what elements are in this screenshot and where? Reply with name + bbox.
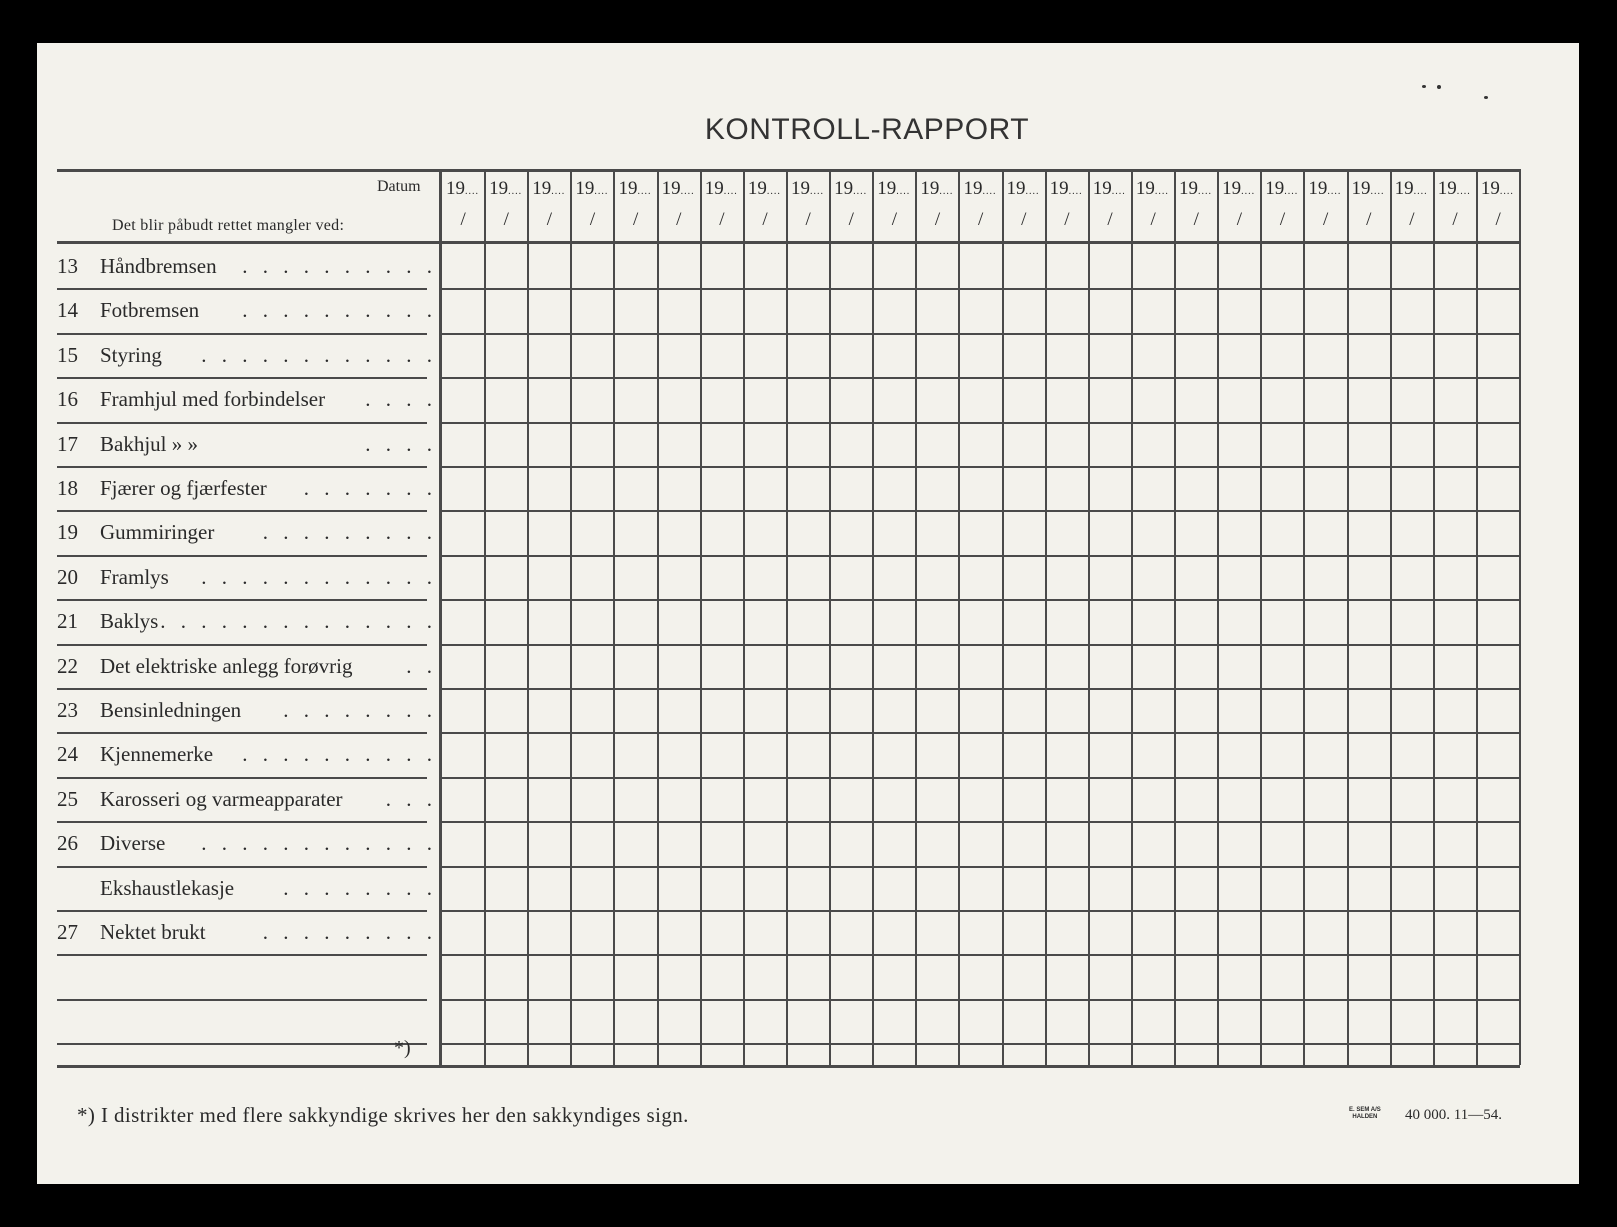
grid-column-rule [1303, 169, 1305, 1065]
row-leader-dots: . . . [385, 786, 437, 811]
column-year: 19 [1351, 178, 1371, 199]
header-rule [57, 241, 1520, 244]
report-title: KONTROLL-RAPPORT [704, 113, 1030, 146]
column-date-slash: / [848, 209, 854, 230]
row-number: 18 [57, 476, 78, 500]
grid-column-rule [1217, 169, 1219, 1065]
grid-row-rule [442, 1043, 1520, 1045]
column-date-blank[interactable]: .... [1413, 186, 1428, 197]
column-date-header [705, 178, 738, 200]
column-year: 19 [834, 178, 854, 199]
column-date-header [1136, 178, 1169, 200]
column-date-blank[interactable]: .... [853, 186, 868, 197]
column-date-blank[interactable]: .... [1025, 186, 1040, 197]
column-date-header [748, 178, 781, 200]
column-date-blank[interactable]: .... [896, 186, 911, 197]
grid-column-rule [1131, 169, 1133, 1065]
column-year: 19 [532, 178, 552, 199]
column-date-slash: / [1107, 209, 1113, 230]
footnote: *) I distrikter med flere sakkyndige skrives her den sakkyndiges sign. [77, 1103, 689, 1127]
grid-column-rule [1476, 169, 1478, 1065]
signature-mark: *) [394, 1037, 411, 1059]
row-rule [57, 1043, 427, 1045]
grid-column-rule [1433, 169, 1435, 1065]
column-year: 19 [747, 178, 767, 199]
column-year: 19 [1049, 178, 1069, 199]
grid-column-rule [1002, 169, 1004, 1065]
column-date-blank[interactable]: .... [1198, 186, 1213, 197]
row-label: Bensinledningen [100, 698, 242, 722]
column-date-slash: / [1366, 209, 1372, 230]
column-year: 19 [1308, 178, 1328, 199]
column-year: 19 [1480, 178, 1500, 199]
row-leader-dots: . . [406, 653, 437, 678]
column-date-header [662, 178, 695, 200]
column-date-blank[interactable]: .... [465, 186, 479, 197]
column-date-blank[interactable]: .... [637, 186, 652, 197]
row-rule [57, 732, 427, 734]
column-date-blank[interactable]: .... [1499, 186, 1514, 197]
column-year: 19 [1265, 178, 1285, 199]
row-label: Karosseri og varmeapparater [100, 786, 343, 811]
column-date-header [1352, 178, 1385, 200]
column-year: 19 [1006, 178, 1026, 199]
row-rule [57, 821, 427, 823]
grid-column-rule [1260, 169, 1262, 1065]
column-year: 19 [704, 178, 724, 199]
column-date-slash: / [805, 209, 811, 230]
column-date-slash: / [1021, 209, 1027, 230]
row-rule [57, 866, 427, 868]
column-year: 19 [446, 178, 465, 199]
row-leader-dots: . . . . . . . . . . . . . . [160, 609, 437, 634]
column-year: 19 [661, 178, 681, 199]
speck-mark [1437, 85, 1441, 89]
row-rule [57, 777, 427, 779]
grid-column-rule [613, 169, 615, 1065]
grid-column-rule [1519, 169, 1521, 1065]
row-rule [57, 999, 427, 1001]
row-leader-dots: . . . . . . . . . . . . [201, 831, 437, 856]
row-number: 15 [57, 342, 78, 367]
row-rule [57, 910, 427, 912]
column-date-slash: / [633, 209, 639, 230]
grid-row-rule [442, 821, 1520, 823]
row-rule [57, 466, 427, 468]
row-label: Diverse [100, 831, 166, 856]
label-column-divider [439, 169, 442, 1065]
row-number: 16 [57, 387, 78, 412]
printer-line-1: E. SEM A/S [1349, 1107, 1381, 1113]
grid-row-rule [442, 422, 1520, 424]
row-label: Framlys [100, 564, 169, 589]
column-year: 19 [1092, 178, 1112, 199]
grid-column-rule [786, 169, 788, 1065]
column-date-header [575, 178, 608, 200]
column-date-header [1265, 178, 1298, 200]
grid-row-rule [442, 555, 1520, 557]
column-date-slash: / [676, 209, 682, 230]
row-label: Fjærer og fjærfester [100, 476, 267, 500]
grid-row-rule [442, 866, 1520, 868]
grid-column-rule [1045, 169, 1047, 1065]
column-date-blank[interactable]: .... [723, 186, 738, 197]
row-label: Det elektriske anlegg forøvrig [100, 653, 353, 678]
row-label: Styring [100, 342, 162, 367]
column-date-blank[interactable]: .... [1111, 186, 1126, 197]
column-date-slash: / [1064, 209, 1070, 230]
column-date-blank[interactable]: .... [508, 186, 523, 197]
column-year: 19 [1222, 178, 1242, 199]
column-date-slash: / [589, 209, 596, 230]
column-date-header [791, 178, 824, 200]
column-date-header [1308, 178, 1341, 200]
printer-imprint [1349, 1107, 1381, 1121]
grid-column-rule [1347, 169, 1349, 1065]
speck-mark [1422, 85, 1426, 88]
grid-row-rule [442, 910, 1520, 912]
column-year: 19 [489, 178, 509, 199]
column-year: 19 [1437, 178, 1457, 199]
row-leader-dots: . . . . [365, 431, 437, 456]
column-date-header [920, 178, 953, 200]
column-date-slash: / [762, 209, 768, 230]
column-date-slash: / [891, 209, 898, 230]
grid-row-rule [442, 954, 1520, 956]
column-date-slash: / [1236, 209, 1242, 230]
row-leader-dots: . . . . . . . . . . . . [201, 564, 437, 589]
column-date-blank[interactable]: .... [1241, 186, 1256, 197]
grid-column-rule [958, 169, 960, 1065]
column-date-slash: / [546, 209, 553, 230]
column-date-slash: / [1322, 209, 1329, 230]
row-rule [57, 555, 427, 557]
row-label: Fotbremsen [100, 298, 200, 323]
printer-line-2: HALDEN [1352, 1114, 1378, 1120]
column-year: 19 [920, 178, 940, 199]
row-number: 19 [57, 520, 78, 545]
column-date-slash: / [1193, 209, 1199, 230]
row-rule [57, 333, 427, 335]
column-year: 19 [1179, 178, 1199, 199]
row-leader-dots: . . . . . . . . . [262, 520, 437, 545]
grid-column-rule [484, 169, 486, 1065]
column-year: 19 [963, 178, 983, 199]
row-leader-dots: . . . . . . . . . . [242, 254, 437, 278]
grid-column-rule [700, 169, 702, 1065]
row-rule [57, 599, 427, 601]
row-rule [57, 377, 427, 379]
column-date-header [877, 178, 910, 200]
column-date-slash: / [503, 209, 509, 230]
column-date-header [1050, 178, 1083, 200]
top-rule [57, 169, 1520, 172]
column-date-slash: / [1409, 209, 1415, 230]
column-year: 19 [790, 178, 810, 199]
column-date-slash: / [1279, 209, 1286, 230]
grid-column-rule [527, 169, 529, 1065]
column-date-slash: / [460, 209, 466, 230]
column-date-header [963, 178, 996, 200]
row-label: Baklys [100, 609, 159, 634]
column-date-slash: / [934, 209, 941, 230]
column-date-blank[interactable]: .... [1456, 186, 1471, 197]
grid-row-rule [442, 510, 1520, 512]
column-year: 19 [1135, 178, 1155, 199]
column-date-header [1007, 178, 1040, 200]
speck-mark [1484, 96, 1488, 99]
grid-row-rule [442, 333, 1520, 335]
row-label: Kjennemerke [100, 742, 214, 767]
grid-row-rule [442, 377, 1520, 379]
row-number: 27 [57, 920, 78, 944]
column-date-header [1395, 178, 1428, 200]
row-number: 24 [57, 742, 78, 767]
row-rule [57, 510, 427, 512]
column-date-slash: / [1495, 209, 1501, 230]
row-number: 21 [57, 609, 78, 634]
row-rule [57, 422, 427, 424]
row-rule [57, 288, 427, 290]
column-date-blank[interactable]: .... [1068, 186, 1083, 197]
row-number: 22 [57, 653, 78, 678]
grid-row-rule [442, 777, 1520, 779]
row-leader-dots: . . . . . . . . . . [242, 742, 437, 767]
row-leader-dots: . . . . . . . . . . [242, 298, 437, 323]
row-number: 14 [57, 298, 78, 323]
column-year: 19 [618, 178, 638, 199]
column-date-blank[interactable]: .... [1284, 186, 1299, 197]
column-year: 19 [575, 178, 595, 199]
row-number: 23 [57, 698, 78, 722]
row-number: 17 [57, 431, 78, 456]
column-date-header [1222, 178, 1255, 200]
column-date-blank[interactable]: .... [766, 186, 781, 197]
datum-label: Datum [377, 178, 421, 195]
column-date-blank[interactable]: .... [594, 186, 609, 197]
column-date-header [1481, 178, 1514, 200]
report-card [37, 43, 1579, 1184]
grid-column-rule [1390, 169, 1392, 1065]
column-date-slash: / [1150, 209, 1156, 230]
row-leader-dots: . . . . . . . [303, 476, 437, 500]
grid-row-rule [442, 466, 1520, 468]
column-year: 19 [1394, 178, 1414, 199]
column-date-blank[interactable]: .... [1154, 186, 1169, 197]
column-date-blank[interactable]: .... [551, 186, 566, 197]
subheading: Det blir påbudt rettet mangler ved: [112, 217, 345, 234]
column-date-blank[interactable]: .... [1370, 186, 1385, 197]
row-number: 13 [57, 254, 78, 278]
row-label: Bakhjul » » [100, 431, 198, 456]
row-rule [57, 688, 427, 690]
grid-row-rule [442, 644, 1520, 646]
grid-column-rule [657, 169, 659, 1065]
grid-row-rule [442, 688, 1520, 690]
column-date-header [532, 178, 565, 200]
row-leader-dots: . . . . . . . . . [262, 920, 437, 944]
row-number: 20 [57, 564, 78, 589]
row-number: 25 [57, 786, 78, 811]
column-date-slash: / [978, 209, 984, 230]
row-label: Nektet brukt [100, 920, 206, 944]
column-date-blank[interactable]: .... [1327, 186, 1342, 197]
row-label: Håndbremsen [100, 254, 217, 278]
column-date-blank[interactable]: .... [809, 186, 824, 197]
column-date-header [618, 178, 651, 200]
grid-column-rule [915, 169, 917, 1065]
row-rule [57, 644, 427, 646]
grid-column-rule [829, 169, 831, 1065]
grid-column-rule [872, 169, 874, 1065]
column-date-slash: / [1452, 209, 1458, 230]
column-date-header [1438, 178, 1471, 200]
column-date-header [1093, 178, 1126, 200]
column-date-header [1179, 178, 1212, 200]
column-date-header [834, 178, 867, 200]
column-date-blank[interactable]: .... [680, 186, 695, 197]
row-leader-dots: . . . . . . . . . . . . [201, 342, 437, 367]
grid-column-rule [743, 169, 745, 1065]
row-leader-dots: . . . . . . . . [283, 875, 437, 900]
grid-row-rule [442, 288, 1520, 290]
column-date-header [489, 178, 522, 200]
column-date-slash: / [719, 209, 725, 230]
grid-row-rule [442, 732, 1520, 734]
row-leader-dots: . . . . . . . . [283, 698, 437, 722]
row-label: Ekshaustlekasje [100, 875, 235, 900]
print-code: 40 000. 11—54. [1405, 1107, 1502, 1123]
grid-row-rule [442, 999, 1520, 1001]
row-label: Gummiringer [100, 520, 215, 545]
column-date-blank[interactable]: .... [939, 186, 954, 197]
grid-row-rule [442, 599, 1520, 601]
grid-column-rule [1088, 169, 1090, 1065]
row-label: Framhjul med forbindelser [100, 387, 326, 412]
row-number: 26 [57, 831, 78, 856]
column-date-blank[interactable]: .... [982, 186, 997, 197]
grid-column-rule [1174, 169, 1176, 1065]
column-date-header [446, 178, 479, 200]
grid-column-rule [570, 169, 572, 1065]
row-leader-dots: . . . . [365, 387, 437, 412]
bottom-rule [57, 1065, 1520, 1068]
column-year: 19 [877, 178, 897, 199]
row-rule [57, 954, 427, 956]
